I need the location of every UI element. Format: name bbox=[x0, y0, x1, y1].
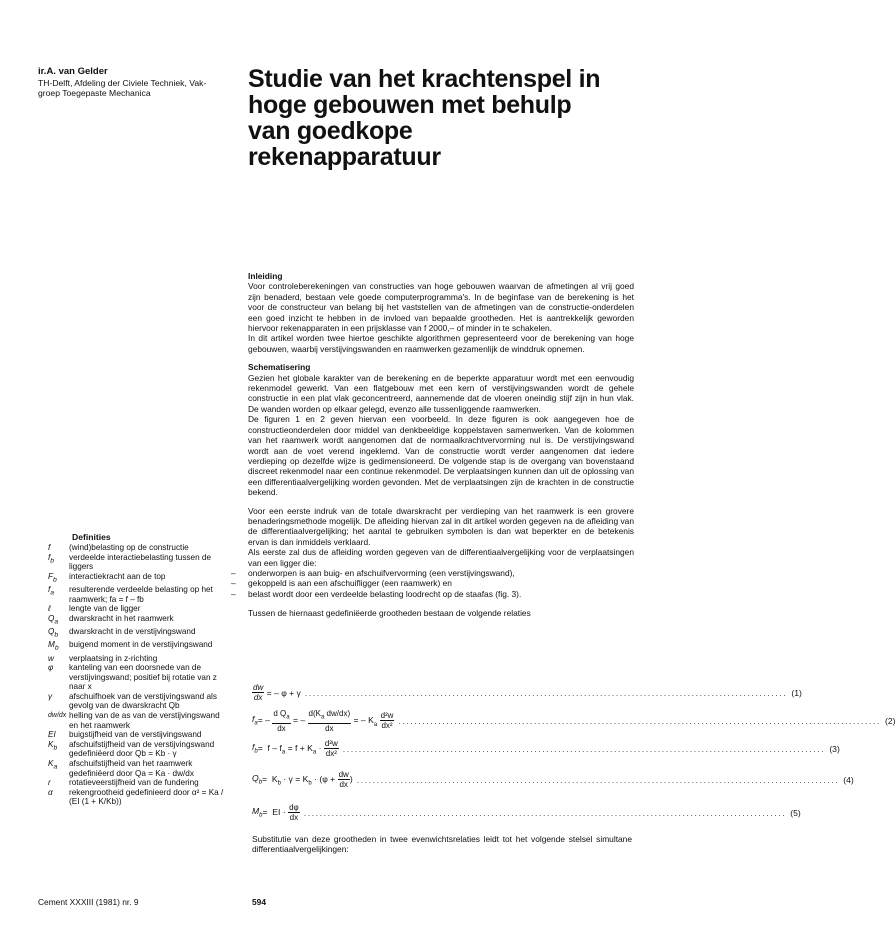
affiliation-line: groep Toegepaste Mechanica bbox=[38, 88, 151, 98]
equation-2: $f_a$ = – $\frac{d Q_a}{dx}$ = – $\frac{d(K_a dw/dx)}{dx}$ = – $K_a$ $\frac{\text{d²w}}{\text{dx²}}$ ......................................................................................................................... (2) bbox=[252, 709, 895, 733]
definities-heading: Definities bbox=[72, 532, 111, 542]
page-number: 594 bbox=[252, 897, 266, 907]
definition-row: γ afschuifhoek van de verstijvingswand als gevolg van de dwarskracht Qb bbox=[48, 691, 217, 711]
equation-number: (2) bbox=[884, 715, 895, 726]
definition-row: r rotatieveerstijfheid van de fundering bbox=[48, 778, 199, 788]
definition-row: $F_b$ interactiekracht aan de top bbox=[48, 571, 166, 584]
definition-row: dw/dx helling van de as van de verstijvingswand en het raamwerk bbox=[48, 711, 220, 730]
equation-3: $f_b$ = $f - f_a = f + K_a$ · $\frac{\text{d²w}}{\text{dx²}}$ ......................................................................................................................... (3) bbox=[252, 739, 840, 758]
title-line: Studie van het krachtenspel in bbox=[248, 65, 601, 93]
definition-row: w verplaatsing in z-richting bbox=[48, 653, 158, 663]
definition-row: $K_b$ afschuifstijfheid van de verstijvingswand gedefiniëerd door Qb = Kb · γ bbox=[48, 739, 215, 759]
definitions-list bbox=[48, 543, 230, 807]
paragraph: Voor een eerste indruk van de totale dwarskracht per verdieping van het raamwerk is een grovere benaderingsmethode mogelijk. De afleiding hiervan zal in dit artikel worden gegeven na de afleiding van de differentiaalvergelijking; het aantal te gebruiken symbolen is dan wat beperkter en de betekenis ervan is dan inmiddels verklaard. bbox=[248, 505, 634, 547]
definition-row: α rekengrootheid gedefinieerd door α² = Ka / (EI (1 + K/Kb)) bbox=[48, 787, 224, 807]
definition-row: $M_b$ buigend moment in de verstijvingswand bbox=[48, 640, 213, 652]
journal-reference: Cement XXXIII (1981) nr. 9 bbox=[38, 897, 139, 907]
definition-row: ℓ lengte van de ligger bbox=[48, 604, 141, 614]
equation-5: $M_b$ = EI · $\frac{d\varphi}{dx}$ ......................................................................................................................... (5) bbox=[252, 803, 801, 822]
paragraph: Tussen de hiernaast gedefiniëerde grootheden bestaan de volgende relaties bbox=[248, 608, 531, 619]
paragraph: Gezien het globale karakter van de berekening en de beperkte apparatuur wordt met een eenvoudig rekenmodel gewerkt. Van een flatgebouw met een kern of verstijvingswanden wordt de gehele constructie in een plat vlak geconcentreerd, aannemende dat de vloeren oneindig stijf zijn in hun vlak. De wanden worden op elkaar gelegd, evenzo alle tussenliggende raamwerken. bbox=[248, 372, 634, 414]
author-name: ir.A. van Gelder bbox=[38, 66, 108, 77]
definition-row: $f_a$ resulterende verdeelde belasting op het raamwerk; fa = f – fb bbox=[48, 585, 213, 604]
section-heading: Schematisering bbox=[248, 362, 311, 373]
title-line: rekenapparatuur bbox=[248, 143, 441, 171]
equation-number: (5) bbox=[790, 807, 801, 818]
equation-number: (3) bbox=[829, 743, 840, 754]
bullet-list bbox=[248, 568, 634, 599]
equation-number: (1) bbox=[791, 687, 802, 698]
definition-row: $f_b$ verdeelde interactiebelasting tussen de liggers bbox=[48, 552, 212, 572]
list-item: – belast wordt door een verdeelde belasting loodrecht op de staafas (fig. 3). bbox=[248, 589, 634, 599]
main-text bbox=[248, 271, 634, 619]
author-affiliation bbox=[38, 78, 238, 98]
definition-row: f (wind)belasting op de constructie bbox=[48, 543, 189, 552]
list-item: – gekoppeld is aan een afschuifligger (een raamwerk) en bbox=[248, 578, 634, 588]
article-title bbox=[248, 66, 648, 170]
title-line: van goedkope bbox=[248, 117, 413, 145]
title-line: hoge gebouwen met behulp bbox=[248, 91, 572, 119]
definition-row: $Q_a$ dwarskracht in het raamwerk bbox=[48, 613, 174, 626]
paragraph: Als eerste zal dus de afleiding worden gegeven van de differentiaalvergelijking voor de verplaatsingen van een ligger die: bbox=[248, 547, 634, 568]
paragraph: In dit artikel worden twee hiertoe geschikte algorithmen gepresenteerd voor de berekening van hoge gebouwen, waarbij verstijvingswanden en raamwerken gezamenlijk de winddruk opnemen. bbox=[248, 333, 634, 354]
list-item: – onderworpen is aan buig- en afschuifvervorming (een verstijvingswand), bbox=[248, 568, 634, 578]
paragraph: De figuren 1 en 2 geven hiervan een voorbeeld. In deze figuren is ook aangegeven hoe de constructieonderdelen door middel van denkbeeldige koppelstaven samenwerken. Van de kolommen van het raamwerk wordt aangenomen dat de normaalkrachtvervorming nul is. De verstijvingswand wordt aan de voet verend ingeklemd. Van de constructie wordt verder aangenomen dat iedere verdieping op dezelfde wijze is gedimensioneerd. De volgende stap is de overgang van bovenstaand discreet rekenmodel naar een continue rekenmodel. De verplaatsingen kunnen dan uit de oplossing van een differentiaalvergelijking worden gevonden. Met de verplaatsingen zijn de krachten in de constructie bekend. bbox=[248, 414, 634, 498]
equation-4: $Q_b$ = $K_b \cdot \gamma = K_b \cdot (\varphi$ + $\frac{dw}{dx}$ ) ......................................................................................................................... (4) bbox=[252, 770, 854, 789]
definition-row: φ kanteling van een doorsnede van de verstijvingswand; positief bij rotatie van z naar x bbox=[48, 663, 217, 692]
section-heading: Inleiding bbox=[248, 271, 283, 281]
paragraph: Voor controleberekeningen van constructies van hoge gebouwen waarvan de afmetingen al vrij goed zijn benaderd, bestaan vele goede computerprogramma's. In de beginfase van de berekening is het voor de constructeur van belang bij het vaststellen van de afmetingen van de constructie-onderdelen een goed inzicht te hebben in de invloed van bepaalde grootheden. Het is aantrekkelijk geworden hiervoor rekenapparaten in een prijsklasse van f 2000,– of minder in te schakelen. bbox=[248, 281, 634, 334]
affiliation-line: TH-Delft, Afdeling der Civiele Techniek, Vak- bbox=[38, 78, 207, 88]
definition-row: $K_a$ afschuifstijfheid van het raamwerk gedefiniëerd door Qa = Ka · dw/dx bbox=[48, 759, 194, 778]
definition-row: $Q_b$ dwarskracht in de verstijvingswand bbox=[48, 627, 196, 639]
substitution-paragraph: Substitutie van deze grootheden in twee evenwichtsrelaties leidt tot het volgende stelsel simultane differentiaalvergelijkingen: bbox=[252, 834, 632, 855]
definition-row: EI buigstijfheid van de verstijvingswand bbox=[48, 730, 202, 740]
equation-1: $\frac{dw}{dx}$ = – φ + γ ......................................................................................................................... (1) bbox=[253, 683, 802, 702]
equation-number: (4) bbox=[843, 774, 854, 785]
